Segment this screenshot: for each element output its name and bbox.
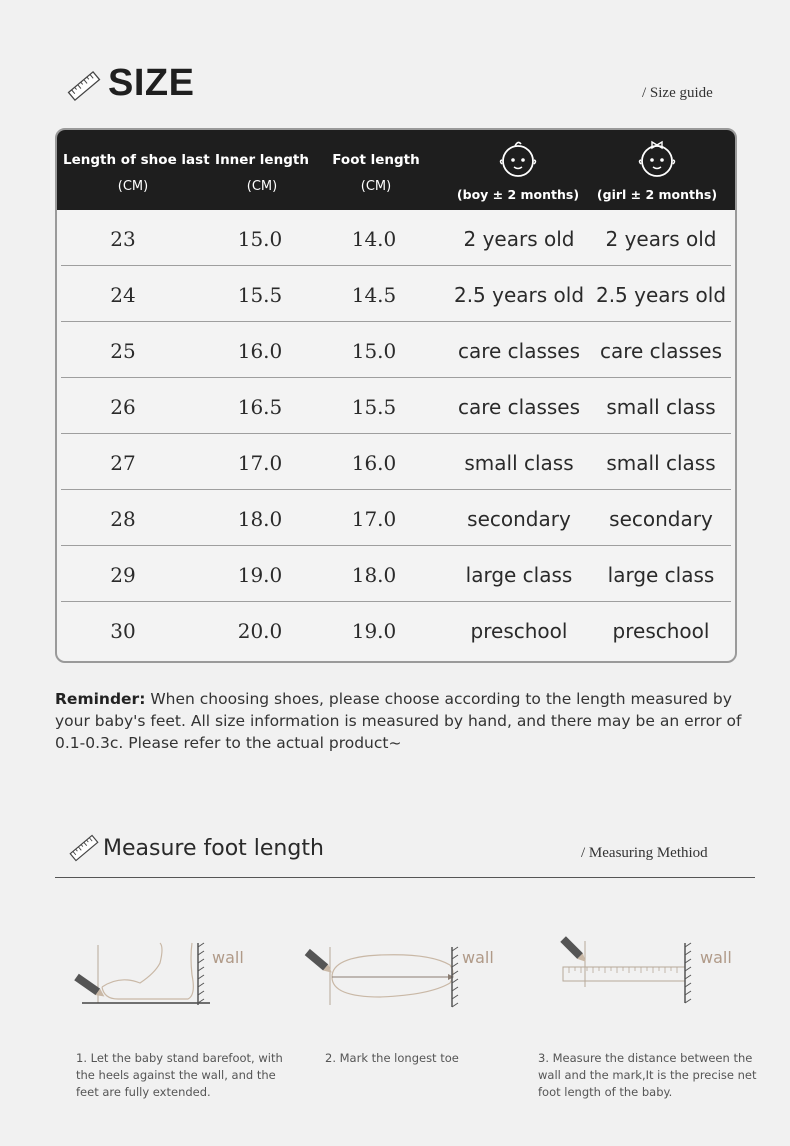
table-cell: small class: [464, 451, 574, 475]
table-cell: 18.0: [351, 563, 397, 587]
table-cell: small class: [606, 451, 716, 475]
table-cell: 16.5: [237, 395, 283, 419]
header-label: Inner length: [215, 152, 309, 168]
table-cell: care classes: [457, 395, 581, 419]
header-girl: [587, 130, 727, 210]
header-label: Length of shoe last: [63, 152, 210, 168]
table-cell: 15.5: [237, 283, 283, 307]
table-cell: 20.0: [237, 619, 283, 643]
table-cell: 15.0: [351, 339, 397, 363]
table-row: [61, 266, 731, 322]
table-cell: preschool: [612, 619, 710, 643]
page-title: SIZE: [108, 62, 195, 104]
header-label: (boy ± 2 months): [456, 187, 580, 202]
header-boy: [449, 130, 587, 210]
table-cell: large class: [465, 563, 573, 587]
ruler-icon: [66, 68, 102, 104]
table-cell: 25: [110, 339, 136, 363]
size-guide-label: / Size guide: [642, 85, 713, 101]
table-cell: 16.0: [237, 339, 283, 363]
table-row: [61, 602, 731, 658]
header-inner-length: [209, 130, 315, 210]
table-cell: 2.5 years old: [453, 283, 585, 307]
table-cell: 18.0: [237, 507, 283, 531]
table-row: [61, 378, 731, 434]
header-foot-length: [323, 130, 429, 210]
table-cell: small class: [606, 395, 716, 419]
illustration-mark-toe: [300, 935, 510, 1015]
table-cell: 2.5 years old: [595, 283, 727, 307]
table-row: [61, 210, 731, 266]
table-cell: secondary: [609, 507, 713, 531]
table-cell: 14.5: [351, 283, 397, 307]
table-cell: 23: [110, 227, 136, 251]
wall-label: wall: [212, 948, 244, 967]
table-row: [61, 490, 731, 546]
header-shoe-last: [63, 130, 210, 210]
table-cell: 28: [110, 507, 136, 531]
pencil-icon: [74, 974, 106, 1000]
table-cell: 17.0: [351, 507, 397, 531]
table-cell: 19.0: [351, 619, 397, 643]
header-unit: (CM): [246, 179, 278, 194]
step-3-text: 3. Measure the distance between the wall and the mark,It is the precise net foot length of the baby.: [538, 1051, 757, 1099]
step-2-text: 2. Mark the longest toe: [325, 1051, 459, 1065]
table-cell: large class: [607, 563, 715, 587]
table-cell: secondary: [467, 507, 571, 531]
reminder-text: When choosing shoes, please choose according to the length measured by your baby's feet. All size information is measured by hand, and there may be an error of 0.1-0.3c. Please refer to the actual product~: [55, 690, 742, 752]
step-1-text: 1. Let the baby stand barefoot, with the heels against the wall, and the feet are fully extended.: [76, 1051, 283, 1099]
table-cell: 17.0: [237, 451, 283, 475]
table-cell: 2 years old: [463, 227, 575, 251]
table-cell: 15.0: [237, 227, 283, 251]
measure-title: Measure foot length: [103, 836, 324, 861]
reminder-label: Reminder:: [55, 690, 146, 708]
header-label: (girl ± 2 months): [596, 187, 718, 202]
table-cell: care classes: [457, 339, 581, 363]
table-cell: 24: [110, 283, 136, 307]
wall-label: wall: [700, 948, 732, 967]
table-cell: preschool: [470, 619, 568, 643]
size-table: [55, 128, 737, 663]
table-row: [61, 434, 731, 490]
ruler-icon: [68, 832, 100, 864]
header-label: Foot length: [332, 152, 420, 168]
table-cell: 2 years old: [605, 227, 717, 251]
wall-label: wall: [462, 948, 494, 967]
girl-baby-icon: [635, 138, 679, 180]
table-cell: 30: [110, 619, 136, 643]
table-cell: 19.0: [237, 563, 283, 587]
table-cell: 26: [110, 395, 136, 419]
table-row: [61, 322, 731, 378]
reminder-note: [55, 688, 745, 754]
boy-baby-icon: [496, 138, 540, 180]
illustration-ruler-measure: [555, 935, 755, 1015]
table-cell: 16.0: [351, 451, 397, 475]
table-cell: 15.5: [351, 395, 397, 419]
pencil-icon: [560, 936, 588, 964]
section-divider: [55, 877, 755, 878]
header-unit: (CM): [117, 179, 149, 194]
table-row: [61, 546, 731, 602]
table-cell: 27: [110, 451, 136, 475]
measure-subtitle: / Measuring Methiod: [581, 845, 708, 861]
table-cell: 29: [110, 563, 136, 587]
table-cell: care classes: [599, 339, 723, 363]
header-unit: (CM): [360, 179, 392, 194]
table-cell: 14.0: [351, 227, 397, 251]
illustration-foot-standing: [60, 935, 260, 1015]
table-header: [57, 130, 735, 210]
